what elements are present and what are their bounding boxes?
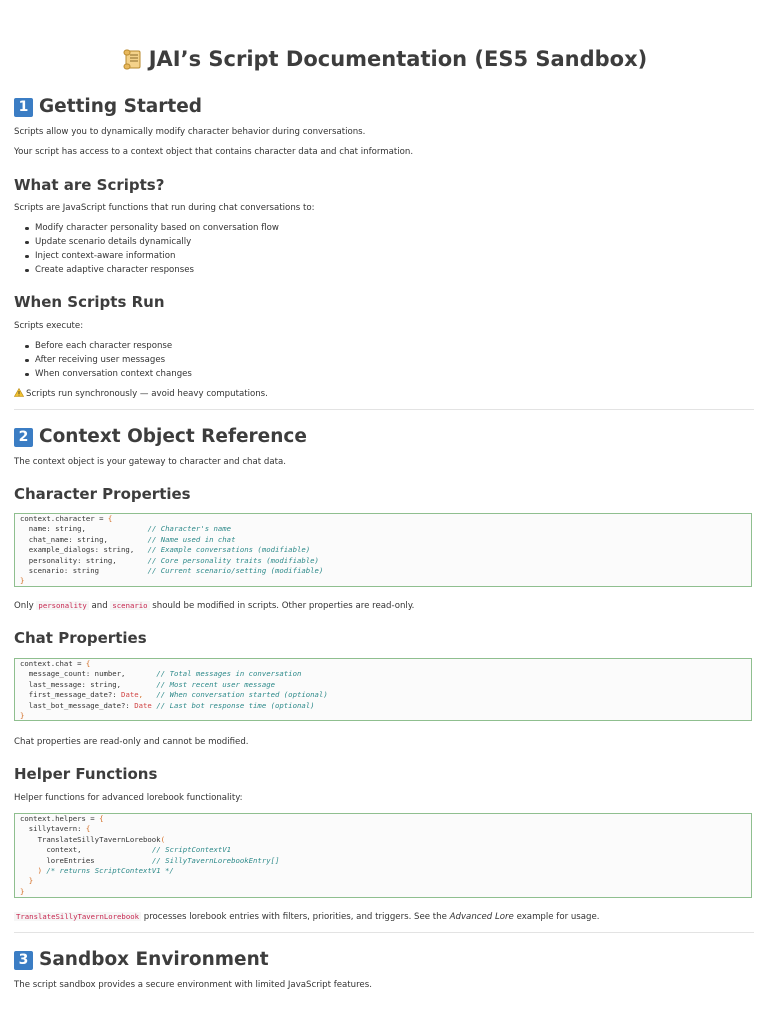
code-line bbox=[20, 514, 751, 524]
code-line bbox=[20, 535, 751, 545]
code-line bbox=[20, 711, 751, 721]
code-comment: // Total messages in conversation bbox=[156, 669, 302, 679]
code-line bbox=[20, 824, 751, 834]
code-text: last_message: string, bbox=[20, 679, 122, 689]
code-line bbox=[20, 887, 751, 897]
code-punct: } bbox=[20, 576, 25, 586]
code-punct: } bbox=[20, 886, 25, 896]
code-line bbox=[20, 856, 751, 866]
list-item: Inject context-aware information bbox=[35, 251, 176, 261]
paragraph: Scripts are JavaScript functions that run during chat conversations to: bbox=[14, 203, 315, 213]
code-comment: // Last bot response time (optional) bbox=[156, 700, 315, 710]
code-comment: // Example conversations (modifiable) bbox=[147, 545, 311, 555]
code-line bbox=[20, 690, 751, 700]
inline-code: TranslateSillyTavernLorebook bbox=[16, 912, 140, 921]
code-text: TranslateSillyTavernLorebook bbox=[20, 834, 161, 844]
list-item: When conversation context changes bbox=[35, 369, 192, 379]
divider bbox=[14, 932, 754, 933]
code-comment: // Most recent user message bbox=[156, 679, 276, 689]
code-line bbox=[20, 545, 751, 555]
heading-helper-functions: Helper Functions bbox=[14, 765, 158, 783]
paragraph: Scripts allow you to dynamically modify character behavior during conversations. bbox=[14, 127, 366, 137]
code-line bbox=[20, 680, 751, 690]
paragraph-character-note bbox=[14, 600, 414, 612]
code-comment: /* returns ScriptContextV1 */ bbox=[41, 865, 174, 875]
code-line bbox=[20, 659, 751, 669]
list-item: Update scenario details dynamically bbox=[35, 237, 192, 247]
code-line bbox=[20, 835, 751, 845]
list-item: Before each character response bbox=[35, 341, 173, 351]
code-punct: ( bbox=[160, 834, 165, 844]
code-text: context.helpers = bbox=[20, 814, 100, 823]
section-heading-getting-started bbox=[14, 95, 202, 119]
code-line bbox=[20, 701, 751, 711]
code-block-character bbox=[14, 513, 752, 587]
paragraph: Scripts execute: bbox=[14, 321, 84, 331]
heading-chat-properties: Chat Properties bbox=[14, 629, 147, 647]
section-title: Context Object Reference bbox=[39, 426, 307, 447]
section-heading-context-object bbox=[14, 425, 307, 449]
text: Only bbox=[14, 601, 34, 611]
code-line bbox=[20, 566, 751, 576]
code-punct: { bbox=[107, 514, 113, 523]
section-title: Getting Started bbox=[39, 96, 203, 117]
code-punct: , bbox=[138, 690, 144, 700]
code-text: name: string, bbox=[20, 524, 86, 534]
text: example for usage. bbox=[516, 912, 600, 922]
inline-code: scenario bbox=[112, 601, 148, 610]
paragraph: The context object is your gateway to character and chat data. bbox=[14, 457, 286, 467]
code-punct: { bbox=[99, 814, 104, 823]
code-punct: } bbox=[28, 876, 34, 886]
emphasis-text: Advanced Lore bbox=[449, 912, 514, 922]
paragraph: Your script has access to a context object that contains character data and chat information. bbox=[14, 147, 414, 157]
code-type: Date bbox=[121, 690, 139, 700]
text: and bbox=[91, 601, 108, 611]
code-text: context.chat = bbox=[20, 659, 86, 668]
code-text bbox=[20, 866, 38, 875]
code-text: message_count: number, bbox=[20, 669, 126, 679]
code-line bbox=[20, 556, 751, 566]
paragraph: Chat properties are read-only and cannot be modified. bbox=[14, 737, 249, 747]
heading-when-scripts-run: When Scripts Run bbox=[14, 293, 165, 311]
paragraph: Helper functions for advanced lorebook functionality: bbox=[14, 793, 243, 803]
code-text: context, bbox=[20, 845, 82, 855]
scroll-icon bbox=[121, 48, 143, 78]
number-1-badge: 1 bbox=[14, 98, 33, 117]
heading-what-are-scripts: What are Scripts? bbox=[14, 176, 165, 194]
code-comment: // Character's name bbox=[147, 524, 232, 534]
divider bbox=[14, 409, 754, 410]
code-text: loreEntries bbox=[20, 855, 95, 865]
page-title-text: JAI’s Script Documentation (ES5 Sandbox) bbox=[148, 47, 648, 71]
code-text: scenario: string bbox=[20, 565, 100, 575]
code-comment: // When conversation started (optional) bbox=[156, 690, 328, 700]
warning-icon bbox=[14, 388, 24, 401]
code-line bbox=[20, 576, 751, 586]
inline-code: personality bbox=[38, 601, 87, 610]
code-line bbox=[20, 866, 751, 876]
code-comment: // Name used in chat bbox=[147, 534, 236, 544]
code-comment: // SillyTavernLorebookEntry[] bbox=[152, 855, 280, 865]
number-2-badge: 2 bbox=[14, 428, 33, 447]
code-text: context.character = bbox=[20, 514, 108, 523]
text: processes lorebook entries with filters, priorities, and triggers. See the bbox=[143, 912, 447, 922]
code-line bbox=[20, 524, 751, 534]
warning-text: Scripts run synchronously — avoid heavy computations. bbox=[26, 389, 268, 399]
code-text: chat_name: string, bbox=[20, 534, 108, 544]
code-line bbox=[20, 845, 751, 855]
warning-note bbox=[14, 388, 268, 401]
number-3-badge: 3 bbox=[14, 951, 33, 970]
code-punct: { bbox=[85, 659, 91, 668]
code-line bbox=[20, 876, 751, 886]
code-line bbox=[20, 669, 751, 679]
code-line bbox=[20, 814, 751, 824]
section-title: Sandbox Environment bbox=[39, 949, 269, 970]
code-block-helpers bbox=[14, 813, 752, 898]
code-punct: ) bbox=[37, 865, 42, 875]
code-comment: // Current scenario/setting (modifiable) bbox=[147, 565, 324, 575]
code-block-chat bbox=[14, 658, 752, 721]
paragraph: The script sandbox provides a secure environment with limited JavaScript features. bbox=[14, 980, 372, 990]
heading-character-properties: Character Properties bbox=[14, 485, 191, 503]
code-text: first_message_date?: bbox=[20, 690, 122, 700]
list-item: Modify character personality based on conversation flow bbox=[35, 223, 279, 233]
text: should be modified in scripts. Other properties are read-only. bbox=[152, 601, 415, 611]
code-type: Date bbox=[134, 700, 152, 710]
code-comment: // ScriptContextV1 bbox=[152, 845, 232, 855]
list-item: After receiving user messages bbox=[35, 355, 166, 365]
code-text: sillytavern: bbox=[20, 824, 86, 834]
paragraph-helpers-note bbox=[14, 911, 600, 923]
code-comment: // Core personality traits (modifiable) bbox=[147, 555, 319, 565]
code-punct: } bbox=[20, 710, 25, 720]
code-text: example_dialogs: string, bbox=[20, 545, 135, 555]
code-text: personality: string, bbox=[20, 555, 117, 565]
code-text: last_bot_message_date?: bbox=[20, 700, 135, 710]
code-text bbox=[20, 876, 29, 885]
code-punct: { bbox=[85, 824, 91, 834]
section-heading-sandbox bbox=[14, 948, 269, 972]
list-item: Create adaptive character responses bbox=[35, 265, 194, 275]
page-title bbox=[0, 44, 768, 78]
